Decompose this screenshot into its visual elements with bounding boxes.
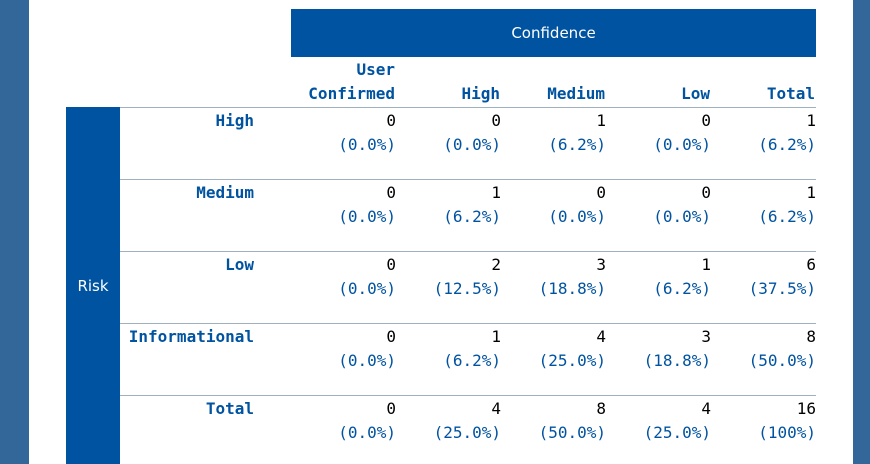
col-header-high: High xyxy=(461,84,500,103)
cell-percent: (0.0%) xyxy=(338,135,396,154)
table-cell xyxy=(501,253,606,301)
row-label-low: Low xyxy=(225,255,254,274)
col-header-user-confirmed: User Confirmed xyxy=(308,60,395,103)
table-cell xyxy=(291,253,396,301)
table-cell xyxy=(606,253,711,301)
row-label-total: Total xyxy=(205,399,254,418)
cell-percent: (0.0%) xyxy=(443,135,501,154)
cell-count: 0 xyxy=(386,183,396,202)
col-header-low: Low xyxy=(681,84,710,103)
table-cell xyxy=(396,181,501,229)
cell-percent: (0.0%) xyxy=(338,423,396,442)
row-label-informational: Informational xyxy=(128,327,254,346)
cell-percent: (25.0%) xyxy=(538,351,606,370)
cell-count: 1 xyxy=(806,111,816,130)
cell-percent: (6.2%) xyxy=(443,351,501,370)
row-divider xyxy=(120,251,816,252)
cell-percent: (18.8%) xyxy=(538,279,606,298)
cell-percent: (6.2%) xyxy=(548,135,606,154)
table-cell xyxy=(396,397,501,445)
table-cell xyxy=(396,253,501,301)
cell-percent: (25.0%) xyxy=(433,423,501,442)
table-cell xyxy=(396,109,501,157)
cell-percent: (50.0%) xyxy=(538,423,606,442)
table-cell xyxy=(501,325,606,373)
cell-count: 0 xyxy=(491,111,501,130)
cell-count: 1 xyxy=(596,111,606,130)
cell-count: 0 xyxy=(386,111,396,130)
cell-count: 4 xyxy=(701,399,711,418)
cell-count: 2 xyxy=(491,255,501,274)
cell-percent: (0.0%) xyxy=(338,279,396,298)
cell-count: 0 xyxy=(596,183,606,202)
cell-percent: (100%) xyxy=(758,423,816,442)
cell-percent: (6.2%) xyxy=(758,207,816,226)
cell-percent: (0.0%) xyxy=(653,207,711,226)
table-cell xyxy=(711,325,816,373)
cell-percent: (0.0%) xyxy=(653,135,711,154)
cell-percent: (25.0%) xyxy=(643,423,711,442)
cell-count: 0 xyxy=(701,111,711,130)
table-cell xyxy=(501,181,606,229)
cell-percent: (12.5%) xyxy=(433,279,501,298)
header-divider xyxy=(120,107,816,108)
cell-count: 1 xyxy=(806,183,816,202)
cell-percent: (50.0%) xyxy=(748,351,816,370)
table-cell xyxy=(501,109,606,157)
table-cell xyxy=(606,109,711,157)
table-cell xyxy=(291,397,396,445)
cell-percent: (37.5%) xyxy=(748,279,816,298)
cell-count: 0 xyxy=(386,399,396,418)
cell-count: 1 xyxy=(491,327,501,346)
cell-percent: (0.0%) xyxy=(338,207,396,226)
cell-count: 3 xyxy=(596,255,606,274)
row-divider xyxy=(120,323,816,324)
cell-count: 4 xyxy=(596,327,606,346)
cell-count: 8 xyxy=(596,399,606,418)
cell-percent: (0.0%) xyxy=(548,207,606,226)
cell-count: 0 xyxy=(386,327,396,346)
cell-count: 1 xyxy=(701,255,711,274)
cell-count: 4 xyxy=(491,399,501,418)
cell-count: 16 xyxy=(796,399,816,418)
table-cell xyxy=(711,181,816,229)
table-cell xyxy=(396,325,501,373)
table-cell xyxy=(711,109,816,157)
col-header-total: Total xyxy=(766,84,815,103)
cell-count: 0 xyxy=(386,255,396,274)
cell-percent: (6.2%) xyxy=(653,279,711,298)
table-cell xyxy=(606,397,711,445)
table-cell xyxy=(291,181,396,229)
table-cell xyxy=(291,325,396,373)
cell-count: 8 xyxy=(806,327,816,346)
risk-label: Risk xyxy=(66,107,120,464)
confidence-header: Confidence xyxy=(291,9,816,57)
col-header-medium: Medium xyxy=(547,84,605,103)
table-cell xyxy=(606,181,711,229)
cell-percent: (6.2%) xyxy=(758,135,816,154)
risk-confidence-table xyxy=(29,0,853,464)
cell-percent: (18.8%) xyxy=(643,351,711,370)
row-label-high: High xyxy=(215,111,254,130)
table-cell xyxy=(501,397,606,445)
cell-count: 0 xyxy=(701,183,711,202)
cell-percent: (6.2%) xyxy=(443,207,501,226)
cell-percent: (0.0%) xyxy=(338,351,396,370)
table-cell xyxy=(291,109,396,157)
table-cell xyxy=(606,325,711,373)
row-divider xyxy=(120,179,816,180)
cell-count: 3 xyxy=(701,327,711,346)
table-cell xyxy=(711,397,816,445)
cell-count: 1 xyxy=(491,183,501,202)
row-divider xyxy=(120,395,816,396)
row-label-medium: Medium xyxy=(196,183,254,202)
cell-count: 6 xyxy=(806,255,816,274)
table-cell xyxy=(711,253,816,301)
